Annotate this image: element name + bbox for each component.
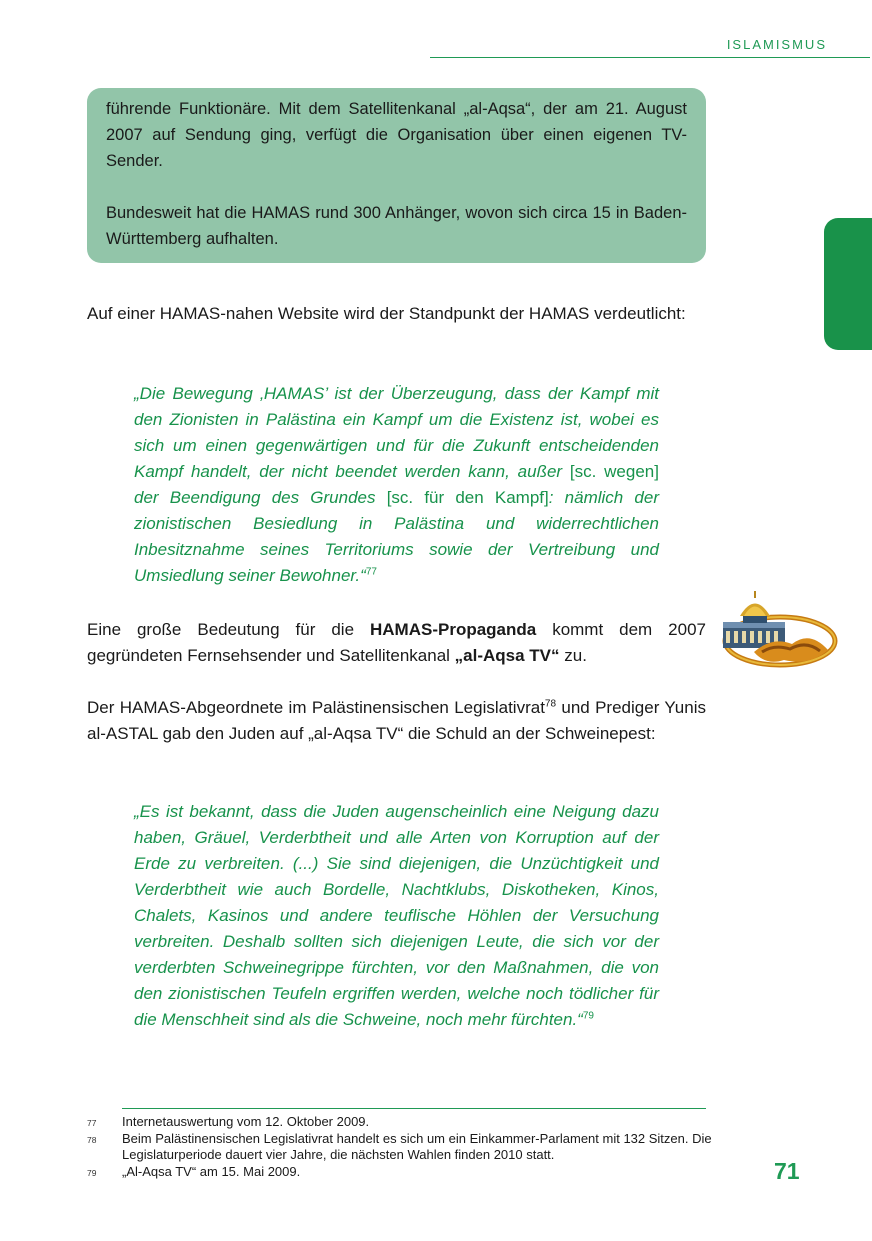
body-paragraph-3: Der HAMAS-Abgeordnete im Palästinensischen Legislativrat$^{78}$ und Prediger Yunis al-ASTAL gab den Juden auf „al-Aqsa TV“ die Schuld an der Schweinepest:: [87, 698, 706, 743]
al-aqsa-tv-logo: [714, 588, 838, 674]
info-box-paragraph-2: Bundesweit hat die HAMAS rund 300 Anhänger, wovon sich circa 15 in Baden-Württemberg aufhalten.: [106, 204, 687, 248]
footnote-number: 79: [87, 1167, 97, 1178]
footnote-separator: [122, 1108, 706, 1109]
body-paragraph-2: Eine große Bedeutung für die HAMAS-Propaganda kommt dem 2007 gegründeten Fernsehsender und Satellitenkanal „al-Aqsa TV“ zu.: [87, 620, 706, 665]
footnote-text: „Al-Aqsa TV“ am 15. Mai 2009.: [122, 1163, 301, 1179]
quote-hamas-website: „Die Bewegung ‚HAMAS’ ist der Überzeugung, dass der Kampf mit den Zionisten in Palästina ein Kampf um die Existenz ist, wobei es sich um einen gegenwärtigen und für die Zukunft entscheidenden Kampf handelt, der nicht beendet werden kann, außer [sc. wegen] der Beendigung des Grundes [sc. für den Kampf]: nämlich der zionistischen Besiedlung in Palästina und widerrechtlichen Inbesitznahme seines Territoriums sowie der Vertreibung und Umsiedlung seiner Bewohner.“$^{77}$: [134, 384, 659, 585]
footnote-78: [87, 1131, 712, 1164]
header-rule: [430, 57, 870, 58]
section-header: ISLAMISMUS: [726, 37, 827, 52]
footnote-number: 77: [87, 1118, 97, 1128]
footnote-ref-77: 77: [365, 566, 377, 578]
body-paragraph-1: Auf einer HAMAS-nahen Website wird der Standpunkt der HAMAS verdeutlicht:: [87, 304, 686, 323]
chapter-tab: [824, 218, 872, 350]
footnote-number: 78: [87, 1134, 97, 1145]
footnote-ref-78: 78: [544, 698, 557, 710]
footnotes: [87, 1114, 712, 1180]
info-box-paragraph-1: führende Funktionäre. Mit dem Satellitenkanal „al-Aqsa“, der am 21. August 2007 auf Sendung ging, verfügt die Organisation über einen eigenen TV-Sender.: [106, 100, 687, 170]
footnote-77: [87, 1114, 712, 1131]
footnote-ref-79: 79: [582, 1010, 594, 1022]
quote-al-astal: „Es ist bekannt, dass die Juden augenscheinlich eine Neigung dazu haben, Gräuel, Verderbtheit und alle Arten von Korruption auf der Erde zu verbreiten. (...) Sie sind diejenigen, die Unzüchtigkeit und Verderbtheit wie auch Bordelle, Nachtklubs, Diskotheken, Kinos, Chalets, Kasinos und andere teuflische Höhlen der Versuchung verbreiten. Deshalb sollten sich diejenigen Leute, die sich vor der verderbten Schweinegrippe fürchten, vor den Maßnahmen, die von den zionistischen Teufeln ergriffen werden, welche noch tödlicher für die Menschheit sind als die Schweine, noch mehr fürchten.“$^{79}$: [134, 802, 659, 1029]
info-box: [87, 88, 706, 263]
footnote-79: [87, 1164, 712, 1181]
footnote-text: Internetauswertung vom 12. Oktober 2009.: [122, 1114, 370, 1129]
footnote-text: Beim Palästinensischen Legislativrat handelt es sich um ein Einkammer-Parlament mit 132 Sitzen. Die Legislaturperiode dauert vier Jahre, die nächsten Wahlen finden 2010 statt.: [122, 1130, 712, 1162]
page-number: 71: [774, 1158, 800, 1184]
